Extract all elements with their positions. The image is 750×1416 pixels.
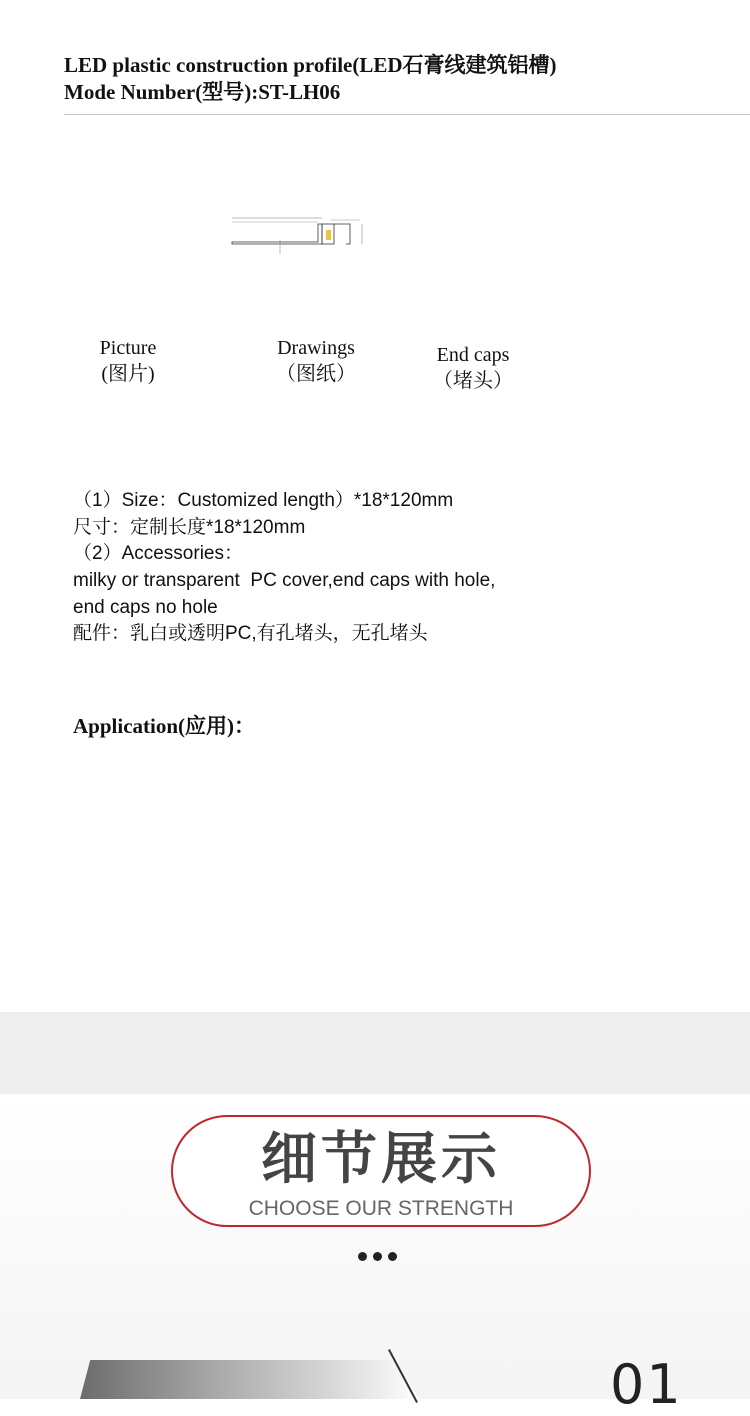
- detail-banner-subtitle: CHOOSE OUR STRENGTH: [248, 1197, 514, 1220]
- more-dots-icon: [358, 1252, 398, 1264]
- spec-accessories-heading: （2）Accessories：: [73, 543, 243, 564]
- spec-accessories-line1: milky or transparent PC cover,end caps with hole,: [73, 570, 496, 591]
- caption-drawings-en: Drawings: [277, 337, 355, 359]
- section-number: 01: [610, 1353, 683, 1416]
- caption-drawings: [256, 335, 376, 387]
- section-separator-band: [0, 1012, 750, 1094]
- product-photo: [80, 1360, 420, 1399]
- spec-accessories-line2: end caps no hole: [73, 597, 218, 618]
- caption-picture-en: Picture: [99, 337, 157, 359]
- dot: [358, 1252, 367, 1261]
- caption-drawings-cn: （图纸）: [276, 363, 356, 385]
- spec-accessories-cn: 配件：乳白或透明PC,有孔堵头，无孔堵头: [73, 623, 428, 644]
- application-heading: Application(应用)：: [73, 714, 256, 738]
- caption-picture-cn: (图片): [101, 363, 155, 385]
- caption-end-caps: [418, 342, 528, 394]
- dot: [388, 1252, 397, 1261]
- page-title: LED plastic construction profile(LED石膏线建筑铝槽): [64, 53, 557, 77]
- model-number: Mode Number(型号):ST-LH06: [64, 80, 341, 104]
- caption-end-caps-en: End caps: [436, 344, 510, 366]
- header-divider: [64, 114, 750, 115]
- caption-picture: [78, 335, 178, 387]
- profile-drawing: [230, 210, 370, 260]
- caption-end-caps-cn: （堵头）: [433, 370, 513, 392]
- dot: [373, 1252, 382, 1261]
- spec-size-cn: 尺寸：定制长度*18*120mm: [73, 517, 306, 538]
- spec-size-en: （1）Size：Customized length）*18*120mm: [73, 490, 454, 511]
- detail-banner-title: 细节展示: [261, 1127, 501, 1192]
